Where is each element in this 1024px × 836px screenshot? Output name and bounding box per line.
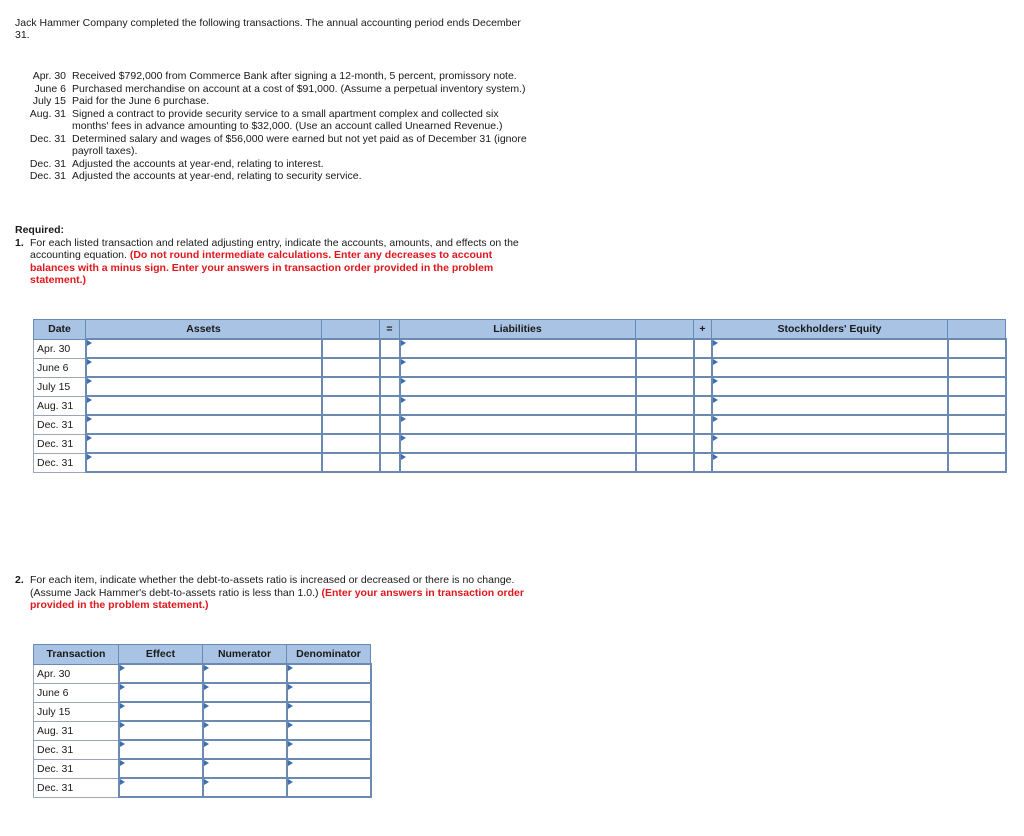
- dropdown-arrow-icon: [288, 665, 293, 671]
- row-date: Dec. 31: [34, 434, 86, 453]
- assets-amount-input[interactable]: [322, 358, 380, 377]
- liabilities-amount-input[interactable]: [636, 377, 694, 396]
- required-section: [15, 224, 535, 287]
- liabilities-account-select[interactable]: [400, 453, 636, 472]
- dropdown-arrow-icon: [87, 416, 92, 422]
- row-date: Apr. 30: [34, 339, 86, 358]
- equals-spacer: [380, 415, 400, 434]
- transaction-date: Aug. 31: [29, 107, 66, 120]
- row-date: Aug. 31: [34, 396, 86, 415]
- question-1-instructions: (Do not round intermediate calculations. Enter any decreases to account balances with a minus sign. Enter your answers in transaction order provided in the problem statement.): [30, 249, 494, 286]
- equity-amount-input[interactable]: [948, 434, 1006, 453]
- dropdown-arrow-icon: [401, 340, 406, 346]
- header-liabilities-amount: [636, 320, 694, 340]
- equity-account-select[interactable]: [712, 358, 948, 377]
- dropdown-arrow-icon: [87, 359, 92, 365]
- equity-amount-input[interactable]: [948, 339, 1006, 358]
- equals-spacer: [380, 339, 400, 358]
- dropdown-arrow-icon: [288, 703, 293, 709]
- equals-spacer: [380, 396, 400, 415]
- assets-account-select[interactable]: [86, 339, 322, 358]
- transaction-date: June 6: [34, 82, 66, 95]
- transaction-description: Determined salary and wages of $56,000 were earned but not yet paid as of December 31 (ignore payroll taxes).: [72, 132, 527, 157]
- dropdown-arrow-icon: [120, 665, 125, 671]
- header-assets: Assets: [86, 320, 322, 340]
- header-transaction: Transaction: [34, 645, 119, 665]
- debt-ratio-table: [33, 644, 372, 798]
- liabilities-amount-input[interactable]: [636, 453, 694, 472]
- transaction-date: Dec. 31: [29, 157, 66, 170]
- ratio-row: [34, 721, 371, 740]
- question-2-body: [30, 574, 535, 612]
- denominator-select[interactable]: [287, 664, 371, 683]
- plus-spacer: [694, 453, 712, 472]
- header-date: Date: [34, 320, 86, 340]
- dropdown-arrow-icon: [713, 378, 718, 384]
- transaction-item: [18, 70, 532, 83]
- liabilities-account-select[interactable]: [400, 339, 636, 358]
- assets-amount-input[interactable]: [322, 396, 380, 415]
- transaction-item: [18, 83, 532, 96]
- equity-account-select[interactable]: [712, 396, 948, 415]
- denominator-select[interactable]: [287, 740, 371, 759]
- equity-amount-input[interactable]: [948, 453, 1006, 472]
- assets-account-select[interactable]: [86, 396, 322, 415]
- denominator-select[interactable]: [287, 759, 371, 778]
- plus-spacer: [694, 434, 712, 453]
- assets-account-select[interactable]: [86, 358, 322, 377]
- dropdown-arrow-icon: [87, 340, 92, 346]
- ratio-row: [34, 702, 371, 721]
- denominator-select[interactable]: [287, 721, 371, 740]
- row-date: July 15: [34, 377, 86, 396]
- dropdown-arrow-icon: [204, 741, 209, 747]
- numerator-select[interactable]: [203, 721, 287, 740]
- dropdown-arrow-icon: [204, 779, 209, 785]
- liabilities-amount-input[interactable]: [636, 396, 694, 415]
- liabilities-account-select[interactable]: [400, 396, 636, 415]
- denominator-select[interactable]: [287, 778, 371, 797]
- plus-spacer: [694, 339, 712, 358]
- header-denominator: Denominator: [287, 645, 371, 665]
- equation-row: [34, 396, 1006, 415]
- equity-amount-input[interactable]: [948, 377, 1006, 396]
- question-1: [15, 237, 535, 287]
- equals-spacer: [380, 377, 400, 396]
- liabilities-account-select[interactable]: [400, 358, 636, 377]
- dropdown-arrow-icon: [401, 416, 406, 422]
- ratio-row: [34, 664, 371, 683]
- liabilities-account-select[interactable]: [400, 434, 636, 453]
- dropdown-arrow-icon: [87, 454, 92, 460]
- ratio-row: [34, 759, 371, 778]
- question-1-number: 1.: [15, 236, 24, 249]
- assets-amount-input[interactable]: [322, 339, 380, 358]
- transaction-date: Dec. 31: [29, 132, 66, 145]
- question-1-text: For each listed transaction and related adjusting entry, indicate the accounts, amounts, and effects on the accounting equation.: [30, 236, 519, 261]
- assets-account-select[interactable]: [86, 377, 322, 396]
- row-transaction: June 6: [34, 683, 119, 702]
- assets-amount-input[interactable]: [322, 377, 380, 396]
- question-2-text: For each item, indicate whether the debt-to-assets ratio is increased or decreased or there is no change. (Assume Jack Hammer's debt-to-assets ratio is less than 1.0.): [30, 574, 515, 599]
- dropdown-arrow-icon: [713, 435, 718, 441]
- transaction-description: Received $792,000 from Commerce Bank after signing a 12-month, 5 percent, promissory note.: [72, 70, 517, 82]
- transaction-item: [18, 95, 532, 108]
- dropdown-arrow-icon: [713, 340, 718, 346]
- denominator-select[interactable]: [287, 702, 371, 721]
- dropdown-arrow-icon: [288, 722, 293, 728]
- assets-amount-input[interactable]: [322, 434, 380, 453]
- row-date: June 6: [34, 358, 86, 377]
- effect-select[interactable]: [119, 778, 203, 797]
- equals-spacer: [380, 453, 400, 472]
- transaction-item: [18, 170, 532, 183]
- dropdown-arrow-icon: [713, 454, 718, 460]
- numerator-select[interactable]: [203, 683, 287, 702]
- numerator-select[interactable]: [203, 740, 287, 759]
- dropdown-arrow-icon: [120, 741, 125, 747]
- transaction-description: Adjusted the accounts at year-end, relating to security service.: [72, 170, 362, 182]
- plus-spacer: [694, 396, 712, 415]
- transaction-description: Purchased merchandise on account at a cost of $91,000. (Assume a perpetual inventory system.): [72, 82, 526, 95]
- equity-amount-input[interactable]: [948, 415, 1006, 434]
- row-transaction: July 15: [34, 702, 119, 721]
- ratio-row: [34, 683, 371, 702]
- liabilities-account-select[interactable]: [400, 415, 636, 434]
- assets-account-select[interactable]: [86, 434, 322, 453]
- assets-amount-input[interactable]: [322, 453, 380, 472]
- transaction-item: [18, 133, 532, 158]
- effect-select[interactable]: [119, 664, 203, 683]
- liabilities-amount-input[interactable]: [636, 339, 694, 358]
- equation-row: [34, 358, 1006, 377]
- transaction-item: [18, 158, 532, 171]
- liabilities-amount-input[interactable]: [636, 358, 694, 377]
- dropdown-arrow-icon: [120, 760, 125, 766]
- assets-account-select[interactable]: [86, 453, 322, 472]
- dropdown-arrow-icon: [87, 397, 92, 403]
- equity-amount-input[interactable]: [948, 396, 1006, 415]
- effect-select[interactable]: [119, 721, 203, 740]
- effect-select[interactable]: [119, 683, 203, 702]
- accounting-equation-table: [33, 319, 1007, 473]
- equity-account-select[interactable]: [712, 434, 948, 453]
- numerator-select[interactable]: [203, 778, 287, 797]
- assets-account-select[interactable]: [86, 415, 322, 434]
- transaction-date: Apr. 30: [32, 70, 66, 82]
- question-2: [15, 574, 535, 612]
- header-equity: Stockholders' Equity: [712, 320, 948, 340]
- dropdown-arrow-icon: [401, 435, 406, 441]
- dropdown-arrow-icon: [120, 779, 125, 785]
- dropdown-arrow-icon: [204, 665, 209, 671]
- dropdown-arrow-icon: [401, 378, 406, 384]
- equation-row: [34, 377, 1006, 396]
- question-2-number: 2.: [15, 574, 24, 586]
- dropdown-arrow-icon: [713, 397, 718, 403]
- equity-account-select[interactable]: [712, 415, 948, 434]
- transaction-description: Signed a contract to provide security service to a small apartment complex and collected six months' fees in advance amounting to $32,000. (Use an account called Unearned Revenue.): [72, 107, 503, 132]
- transaction-date: July 15: [32, 95, 66, 107]
- equation-row: [34, 415, 1006, 434]
- equation-row: [34, 434, 1006, 453]
- header-equity-amount: [948, 320, 1006, 340]
- dropdown-arrow-icon: [204, 722, 209, 728]
- effect-select[interactable]: [119, 759, 203, 778]
- dropdown-arrow-icon: [401, 454, 406, 460]
- row-transaction: Dec. 31: [34, 740, 119, 759]
- liabilities-account-select[interactable]: [400, 377, 636, 396]
- numerator-select[interactable]: [203, 759, 287, 778]
- dropdown-arrow-icon: [120, 684, 125, 690]
- header-plus: +: [694, 320, 712, 340]
- header-equals: =: [380, 320, 400, 340]
- transaction-description: Adjusted the accounts at year-end, relating to interest.: [72, 157, 324, 170]
- dropdown-arrow-icon: [288, 760, 293, 766]
- question-2-instructions: (Enter your answers in transaction order provided in the problem statement.): [30, 586, 524, 611]
- row-date: Dec. 31: [34, 415, 86, 434]
- effect-select[interactable]: [119, 702, 203, 721]
- dropdown-arrow-icon: [87, 378, 92, 384]
- ratio-row: [34, 740, 371, 759]
- dropdown-arrow-icon: [713, 416, 718, 422]
- dropdown-arrow-icon: [204, 684, 209, 690]
- row-transaction: Dec. 31: [34, 759, 119, 778]
- plus-spacer: [694, 415, 712, 434]
- equation-row: [34, 453, 1006, 472]
- dropdown-arrow-icon: [204, 760, 209, 766]
- dropdown-arrow-icon: [713, 359, 718, 365]
- transaction-item: [18, 108, 532, 133]
- equals-spacer: [380, 358, 400, 377]
- transaction-description: Paid for the June 6 purchase.: [72, 95, 210, 107]
- numerator-select[interactable]: [203, 702, 287, 721]
- equity-amount-input[interactable]: [948, 358, 1006, 377]
- question-1-body: [30, 237, 535, 287]
- effect-select[interactable]: [119, 740, 203, 759]
- dropdown-arrow-icon: [288, 684, 293, 690]
- assets-amount-input[interactable]: [322, 415, 380, 434]
- dropdown-arrow-icon: [204, 703, 209, 709]
- required-heading: Required:: [15, 224, 65, 236]
- equity-account-select[interactable]: [712, 377, 948, 396]
- equity-account-select[interactable]: [712, 453, 948, 472]
- transaction-date: Dec. 31: [29, 170, 66, 182]
- plus-spacer: [694, 358, 712, 377]
- header-assets-amount: [322, 320, 380, 340]
- equals-spacer: [380, 434, 400, 453]
- equity-account-select[interactable]: [712, 339, 948, 358]
- header-liabilities: Liabilities: [400, 320, 636, 340]
- dropdown-arrow-icon: [401, 359, 406, 365]
- ratio-row: [34, 778, 371, 797]
- dropdown-arrow-icon: [87, 435, 92, 441]
- dropdown-arrow-icon: [120, 722, 125, 728]
- liabilities-amount-input[interactable]: [636, 434, 694, 453]
- plus-spacer: [694, 377, 712, 396]
- header-numerator: Numerator: [203, 645, 287, 665]
- numerator-select[interactable]: [203, 664, 287, 683]
- row-transaction: Apr. 30: [34, 664, 119, 683]
- transaction-list: [18, 70, 532, 183]
- denominator-select[interactable]: [287, 683, 371, 702]
- header-effect: Effect: [119, 645, 203, 665]
- dropdown-arrow-icon: [288, 741, 293, 747]
- dropdown-arrow-icon: [401, 397, 406, 403]
- liabilities-amount-input[interactable]: [636, 415, 694, 434]
- row-transaction: Dec. 31: [34, 778, 119, 797]
- dropdown-arrow-icon: [120, 703, 125, 709]
- problem-intro: Jack Hammer Company completed the following transactions. The annual accounting period ends December 31.: [15, 17, 521, 41]
- row-date: Dec. 31: [34, 453, 86, 472]
- dropdown-arrow-icon: [288, 779, 293, 785]
- equation-row: [34, 339, 1006, 358]
- row-transaction: Aug. 31: [34, 721, 119, 740]
